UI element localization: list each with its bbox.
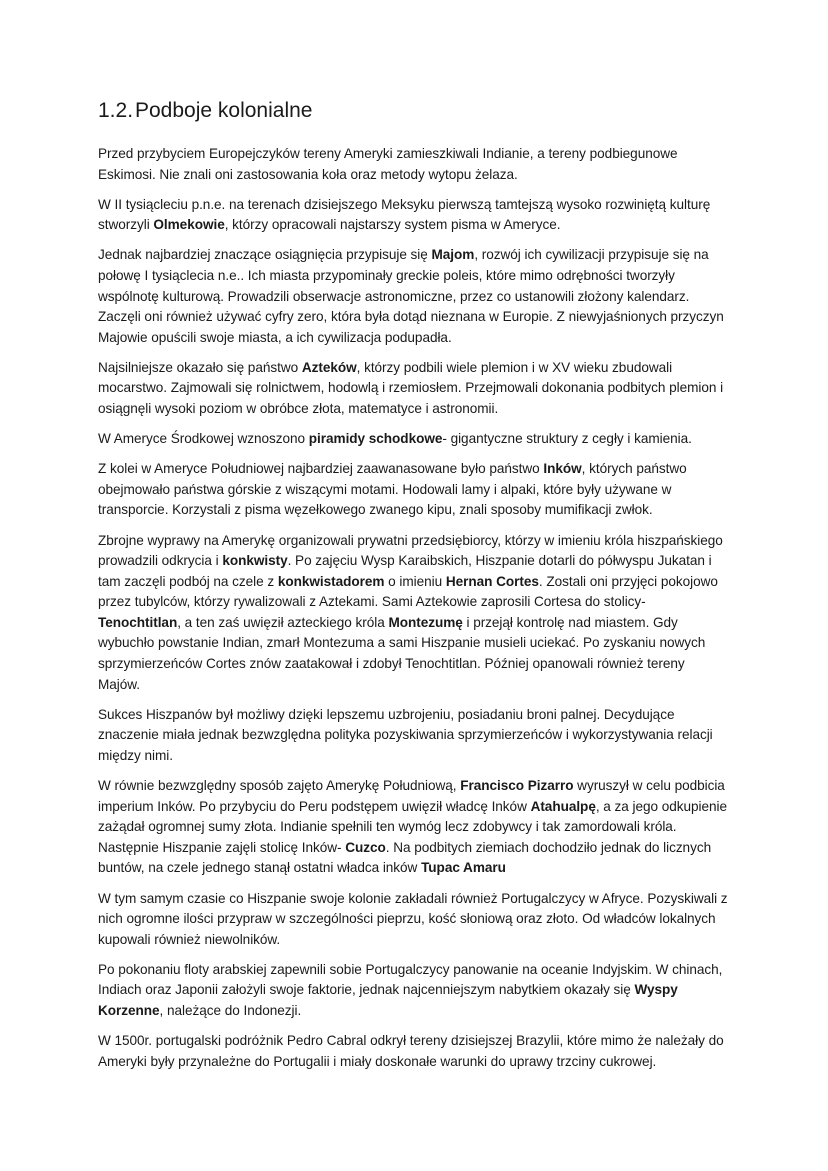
text-run: . Na podbitych ziemiach dochodziło jednak do licznych buntów, na czele jednego stanął ostatni władca inków bbox=[98, 839, 712, 876]
text-run: wyruszył w celu podbicia imperium Inków. Po przybyciu do Peru podstępem uwięził władcę Inków bbox=[98, 778, 725, 814]
text-run: , którzy podbili wiele plemion i w XV wieku zbudowali mocarstwo. Zajmowali się rolnictwem, hodowlą i rzemiosłem. Przejmowali dokonania podbitych plemion i osiągnęli wysoki poziom w obróbce złota, matematyce i astronomii. bbox=[98, 359, 724, 417]
paragraph-11 bbox=[98, 960, 730, 1022]
paragraph-7 bbox=[98, 531, 730, 696]
paragraph-2 bbox=[98, 195, 730, 236]
text-run: . Zostali oni przyjęci pokojowo przez tubylców, którzy rywalizowali z Aztekami. Sami Aztekowie zaprosili Cortesa do stolicy- bbox=[98, 573, 718, 610]
paragraph-6 bbox=[98, 459, 730, 521]
text-run: Jednak najbardziej znaczące osiągnięcia przypisuje się bbox=[98, 247, 432, 263]
text-run: i przejął kontrolę nad miastem. Gdy wybuchło powstanie Indian, zmarł Montezuma a sami Hiszpanie musieli uciekać. Po zyskaniu nowych sprzymierzeńców Cortes znów zaatakował i zdobył Tenochtitlan. Później opanowali również tereny Majów. bbox=[98, 614, 706, 692]
section-heading bbox=[98, 96, 730, 126]
bold-term: Azteków bbox=[301, 359, 357, 375]
bold-term: Cuzco bbox=[345, 839, 386, 855]
text-run: W tym samym czasie co Hiszpanie swoje kolonie zakładali również Portugalczycy w Afryce. Pozyskiwali z nich ogromne ilości przypraw w szczególności pieprzu, kość słoniową oraz złoto. Od władców lokalnych kupowali również niewolników. bbox=[98, 890, 728, 947]
text-run: , którzy opracowali najstarszy system pisma w Ameryce. bbox=[224, 217, 561, 233]
bold-term: konkwistadorem bbox=[277, 573, 385, 589]
paragraph-4 bbox=[98, 358, 730, 420]
paragraph-9 bbox=[98, 776, 730, 879]
paragraph-12 bbox=[98, 1031, 730, 1072]
text-run: o imieniu bbox=[384, 573, 446, 589]
bold-term: Tupac Amaru bbox=[421, 860, 506, 876]
text-run: W równie bezwzględny sposób zajęto Amerykę Południową, bbox=[98, 778, 461, 794]
bold-term: Tenochtitlan bbox=[98, 614, 178, 630]
text-run: W Ameryce Środkowej wznoszono bbox=[98, 431, 309, 447]
bold-term: Francisco Pizarro bbox=[460, 778, 574, 794]
section-title: Podboje kolonialne bbox=[135, 99, 313, 122]
text-run: Sukces Hiszpanów był możliwy dzięki lepszemu uzbrojeniu, posiadaniu broni palnej. Decydujące znaczenie miała jednak bezwzględna polityka pozyskiwania sprzymierzeńców i wykorzystywania relacji między nimi. bbox=[98, 706, 713, 763]
text-run: Najsilniejsze okazało się państwo bbox=[98, 359, 302, 375]
text-run: . Po zajęciu Wysp Karaibskich, Hiszpanie dotarli do półwyspu Jukatan i tam zaczęli podbój na czele z bbox=[98, 553, 712, 589]
paragraph-10 bbox=[98, 889, 730, 951]
paragraph-1 bbox=[98, 144, 730, 185]
bold-term: Olmekowie bbox=[153, 217, 225, 233]
bold-term: Wyspy Korzenne bbox=[98, 982, 678, 1018]
document-body bbox=[98, 144, 730, 1072]
text-run: Zbrojne wyprawy na Amerykę organizowali prywatni przedsiębiorcy, którzy w imieniu króla hiszpańskiego prowadzili odkrycia i bbox=[98, 532, 723, 569]
text-run: , należące do Indonezji. bbox=[159, 1002, 302, 1018]
paragraph-5 bbox=[98, 429, 730, 450]
bold-term: Inków bbox=[543, 461, 582, 477]
bold-term: Hernan Cortes bbox=[445, 573, 539, 589]
paragraph-3 bbox=[98, 245, 730, 348]
bold-term: Montezumę bbox=[388, 614, 463, 630]
text-run: W 1500r. portugalski podróżnik Pedro Cabral odkrył tereny dzisiejszej Brazylii, które mimo że należały do Ameryki były przynależne do Portugalii i miały doskonałe warunki do uprawy trzciny cukrowej. bbox=[98, 1033, 724, 1069]
text-run: Przed przybyciem Europejczyków tereny Ameryki zamieszkiwali Indianie, a tereny podbiegunowe Eskimosi. Nie znali oni zastosowania koła oraz metody wytopu żelaza. bbox=[98, 146, 678, 182]
bold-term: Majom bbox=[431, 247, 475, 263]
bold-term: piramidy schodkowe bbox=[308, 431, 443, 447]
text-run: , których państwo obejmowało państwa górskie z wiszącymi motami. Hodowali lamy i alpaki, które były używane w transporcie. Korzystali z pisma węzełkowego zwanego kipu, znali sposoby mumifikacji zwłok. bbox=[98, 461, 687, 518]
text-run: Po pokonaniu floty arabskiej zapewnili sobie Portugalczycy panowanie na oceanie Indyjskim. W chinach, Indiach oraz Japonii założyli swoje faktorie, jednak najcenniejszym nabytkiem okazały się bbox=[98, 961, 723, 998]
text-run: W II tysiącleciu p.n.e. na terenach dzisiejszego Meksyku pierwszą tamtejszą wysoko rozwiniętą kulturę stworzyli bbox=[98, 196, 711, 233]
text-run: , a ten zaś uwięził azteckiego króla bbox=[177, 614, 389, 630]
text-run: Z kolei w Ameryce Południowej najbardziej zaawanasowane było państwo bbox=[98, 461, 544, 477]
document-page bbox=[98, 96, 730, 1082]
paragraph-8 bbox=[98, 705, 730, 767]
text-run: , a za jego odkupienie zażądał ogromnej sumy złota. Indianie spełnili ten wymóg lecz zdobywcy i tak zamordowali króla. Następnie Hiszpanie zajęli stolicę Inków- bbox=[98, 798, 727, 855]
section-number: 1.2. bbox=[98, 99, 134, 122]
bold-term: Atahualpę bbox=[530, 798, 596, 814]
text-run: - gigantyczne struktury z cegły i kamienia. bbox=[442, 431, 692, 447]
bold-term: konkwisty bbox=[222, 553, 288, 569]
text-run: , rozwój ich cywilizacji przypisuje się na połowę I tysiąclecia n.e.. Ich miasta przypominały greckie poleis, które mimo odrębności tworzyły wspólnotę kulturową. Prowadzili obserwacje astronomiczne, przez co ustanowili złożony kalendarz. Zaczęli oni również używać cyfry zero, która była dotąd nieznana w Europie. Z niewyjaśnionych przyczyn Majowie opuścili swoje miasta, a ich cywilizacja podupadła. bbox=[98, 247, 724, 345]
